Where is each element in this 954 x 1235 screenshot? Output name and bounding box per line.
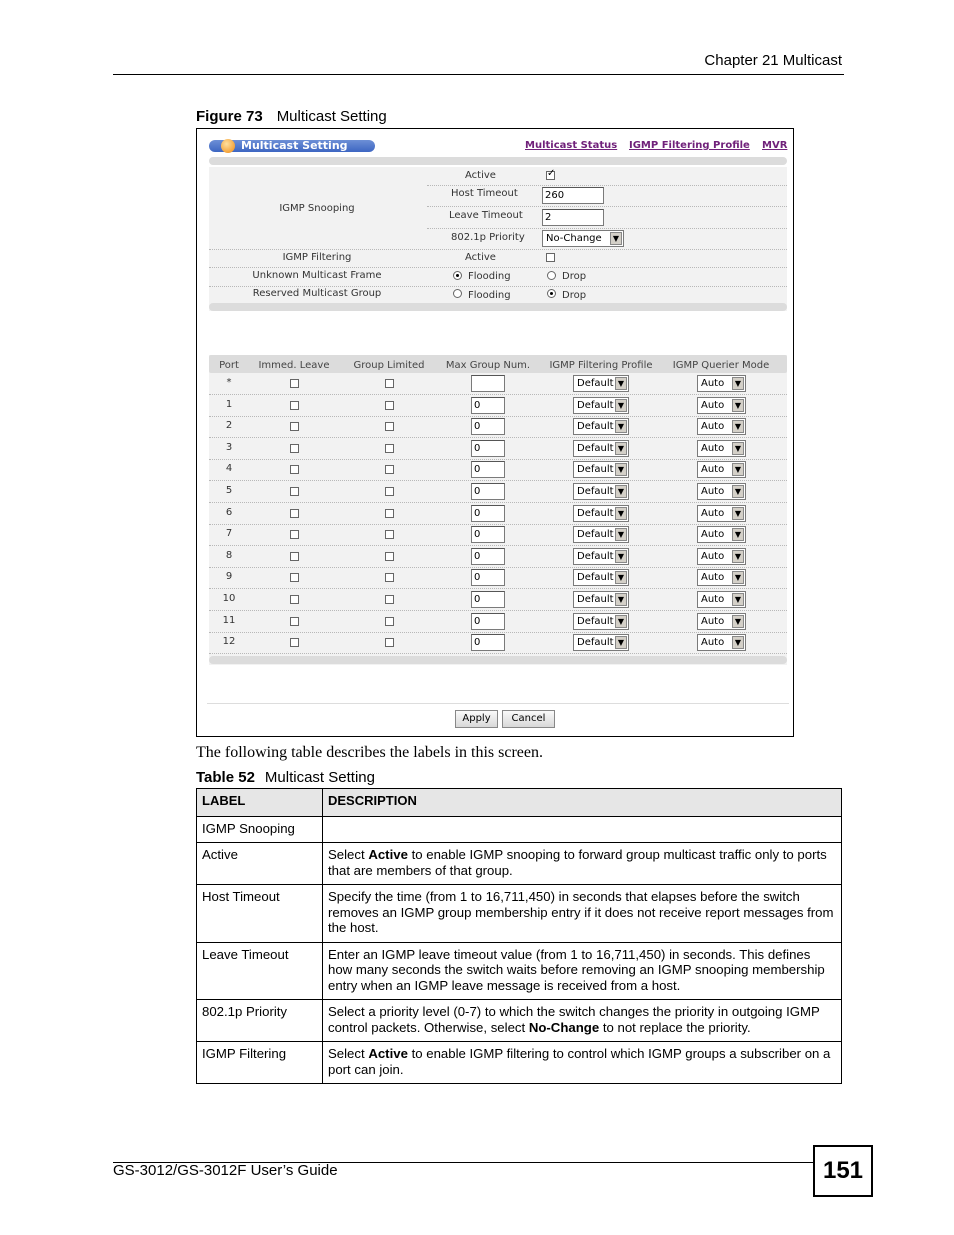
profile-value: Default: [577, 551, 614, 562]
querier-value: Auto: [701, 486, 725, 497]
group-limited-checkbox[interactable]: [385, 444, 394, 453]
querier-value: Auto: [701, 443, 725, 454]
description-text: Specify the time (from 1 to 16,711,450) in seconds that elapses before the switch removes an IGMP group membership entry if it does not receive report messages from the host.: [328, 889, 834, 935]
chapter-header: Chapter 21 Multicast: [704, 52, 842, 69]
immed-leave-checkbox[interactable]: [290, 509, 299, 518]
figure-title: Multicast Setting: [276, 108, 387, 125]
filtering-profile-select[interactable]: [573, 440, 629, 457]
filtering-profile-select[interactable]: [573, 375, 629, 392]
leave-timeout-label: Leave Timeout: [449, 210, 523, 221]
reserved-drop-label: Drop: [562, 290, 587, 301]
divider: [209, 286, 787, 287]
immed-leave-checkbox[interactable]: [290, 422, 299, 431]
group-limited-checkbox[interactable]: [385, 401, 394, 410]
max-group-input[interactable]: [471, 375, 505, 392]
label-header: LABEL: [197, 789, 323, 817]
chevron-down-icon: ▼: [732, 463, 744, 476]
table-caption: [196, 769, 375, 786]
port-number: 4: [225, 463, 233, 474]
row-divider: [209, 567, 787, 568]
description-text: Select: [328, 1046, 369, 1061]
filtering-profile-select[interactable]: [573, 505, 629, 522]
description-text: to enable IGMP snooping to forward group multicast traffic only to ports that are members of that group.: [328, 847, 827, 878]
querier-mode-select[interactable]: [697, 526, 746, 543]
row-description: [323, 816, 842, 843]
max-group-input[interactable]: 0: [471, 440, 505, 457]
chevron-down-icon: ▼: [615, 615, 627, 628]
description-text: to enable IGMP filtering to control which IGMP groups a subscriber on a port can join.: [328, 1046, 831, 1077]
filtering-profile-select[interactable]: [573, 548, 629, 565]
max-group-input[interactable]: 0: [471, 526, 505, 543]
chevron-down-icon: ▼: [615, 377, 627, 390]
cancel-button[interactable]: Cancel: [502, 710, 555, 728]
unknown-frame-label: Unknown Multicast Frame: [252, 270, 382, 281]
row-label: Host Timeout: [197, 885, 323, 943]
priority-value: No-Change: [546, 233, 602, 244]
table-title: Multicast Setting: [264, 769, 375, 786]
table-row: [197, 816, 842, 843]
unknown-drop-radio[interactable]: [547, 271, 556, 280]
table-row: [197, 1000, 842, 1042]
priority-label: 802.1p Priority: [451, 232, 525, 243]
querier-mode-select[interactable]: [697, 440, 746, 457]
chevron-down-icon: ▼: [732, 593, 744, 606]
reserved-flooding-label: Flooding: [468, 290, 511, 301]
max-group-input[interactable]: 0: [471, 591, 505, 608]
profile-value: Default: [577, 572, 614, 583]
description-text: Select: [328, 847, 369, 862]
querier-value: Auto: [701, 508, 725, 519]
filtering-profile-select[interactable]: [573, 526, 629, 543]
group-limited-checkbox[interactable]: [385, 638, 394, 647]
port-number: 9: [225, 571, 233, 582]
chevron-down-icon: ▼: [732, 507, 744, 520]
screen-title: Multicast Setting: [241, 139, 348, 152]
chevron-down-icon: ▼: [615, 399, 627, 412]
description-text: to not replace the priority.: [599, 1019, 751, 1035]
querier-value: Auto: [701, 529, 725, 540]
querier-value: Auto: [701, 637, 725, 648]
reserved-flooding-radio[interactable]: [453, 289, 462, 298]
igmp-filtering-profile-link[interactable]: IGMP Filtering Profile: [629, 140, 750, 151]
group-limited-checkbox[interactable]: [385, 509, 394, 518]
profile-value: Default: [577, 421, 614, 432]
description-table: [196, 788, 842, 1084]
port-number: 1: [225, 399, 233, 410]
table-number: Table 52: [196, 769, 255, 786]
row-description: [323, 843, 842, 885]
chevron-down-icon: ▼: [610, 232, 622, 245]
row-label: IGMP Filtering: [197, 1042, 323, 1084]
immed-leave-checkbox[interactable]: [290, 379, 299, 388]
col-filtering-profile: IGMP Filtering Profile: [549, 360, 653, 371]
description-rows: [197, 816, 842, 1084]
row-label: 802.1p Priority: [197, 1000, 323, 1042]
guide-title: GS-3012/GS-3012F User’s Guide: [113, 1162, 338, 1179]
chevron-down-icon: ▼: [732, 399, 744, 412]
querier-mode-select[interactable]: [697, 505, 746, 522]
emphasis: Active: [368, 847, 408, 862]
row-label: Active: [197, 843, 323, 885]
querier-value: Auto: [701, 378, 725, 389]
description-text: Select a priority level (0-7) to which the switch changes the priority in outgoing IGMP control packets. Otherwise, select: [328, 1004, 820, 1035]
max-group-input[interactable]: 0: [471, 569, 505, 586]
port-number: 2: [225, 420, 233, 431]
chevron-down-icon: ▼: [732, 550, 744, 563]
port-number: 8: [225, 550, 233, 561]
header-rule: [113, 74, 844, 75]
chevron-down-icon: ▼: [732, 528, 744, 541]
chevron-down-icon: ▼: [615, 507, 627, 520]
col-querier-mode: IGMP Querier Mode: [672, 360, 770, 371]
chevron-down-icon: ▼: [732, 615, 744, 628]
profile-value: Default: [577, 529, 614, 540]
row-divider: [209, 502, 787, 503]
port-number: 11: [222, 615, 236, 626]
host-timeout-input[interactable]: 260: [542, 187, 604, 204]
immed-leave-checkbox[interactable]: [290, 552, 299, 561]
title-orb-icon: [221, 139, 235, 153]
chevron-down-icon: ▼: [732, 442, 744, 455]
immed-leave-checkbox[interactable]: [290, 638, 299, 647]
filtering-profile-select[interactable]: [573, 461, 629, 478]
leave-timeout-input[interactable]: 2: [542, 209, 604, 226]
querier-mode-select[interactable]: [697, 613, 746, 630]
port-number: 10: [222, 593, 236, 604]
group-limited-checkbox[interactable]: [385, 552, 394, 561]
button-divider: [207, 703, 789, 704]
row-label: IGMP Snooping: [197, 816, 323, 843]
max-group-input[interactable]: 0: [471, 548, 505, 565]
querier-value: Auto: [701, 572, 725, 583]
filtering-profile-select[interactable]: [573, 591, 629, 608]
immed-leave-checkbox[interactable]: [290, 530, 299, 539]
priority-select[interactable]: [542, 230, 624, 247]
filtering-profile-select[interactable]: [573, 483, 629, 500]
igmp-snooping-label: IGMP Snooping: [279, 203, 355, 214]
querier-value: Auto: [701, 400, 725, 411]
group-limited-checkbox[interactable]: [385, 617, 394, 626]
profile-value: Default: [577, 486, 614, 497]
chevron-down-icon: ▼: [615, 442, 627, 455]
immed-leave-checkbox[interactable]: [290, 401, 299, 410]
col-port: Port: [219, 360, 239, 371]
port-number: 12: [222, 636, 236, 647]
apply-button[interactable]: Apply: [455, 710, 498, 728]
chevron-down-icon: ▼: [615, 571, 627, 584]
group-limited-checkbox[interactable]: [385, 379, 394, 388]
filtering-active-label: Active: [465, 252, 496, 263]
row-description: [323, 1042, 842, 1084]
immed-leave-checkbox[interactable]: [290, 465, 299, 474]
row-divider: [209, 394, 787, 395]
chevron-down-icon: ▼: [615, 528, 627, 541]
max-group-input[interactable]: 0: [471, 613, 505, 630]
page-number: 151: [813, 1145, 873, 1197]
active-label: Active: [465, 170, 496, 181]
row-description: [323, 885, 842, 943]
querier-mode-select[interactable]: [697, 397, 746, 414]
chevron-down-icon: ▼: [732, 485, 744, 498]
mvr-link[interactable]: MVR: [762, 140, 788, 151]
port-table-bottom-bar: [209, 656, 787, 664]
row-divider: [209, 632, 787, 633]
row-label: Leave Timeout: [197, 942, 323, 1000]
figure-caption: [196, 108, 387, 125]
querier-mode-select[interactable]: [697, 418, 746, 435]
group-limited-checkbox[interactable]: [385, 595, 394, 604]
max-group-input[interactable]: 0: [471, 418, 505, 435]
profile-value: Default: [577, 378, 614, 389]
table-row: [197, 942, 842, 1000]
profile-value: Default: [577, 508, 614, 519]
row-divider: [209, 459, 787, 460]
divider: [209, 249, 787, 250]
profile-value: Default: [577, 464, 614, 475]
port-number: 5: [225, 485, 233, 496]
intro-text: The following table describes the labels in this screen.: [196, 744, 544, 761]
reserved-group-label: Reserved Multicast Group: [252, 288, 382, 299]
row-divider: [209, 610, 787, 611]
immed-leave-checkbox[interactable]: [290, 617, 299, 626]
row-divider: [209, 588, 787, 589]
settings-bottom-bar: [209, 303, 787, 311]
filtering-profile-select[interactable]: [573, 613, 629, 630]
querier-value: Auto: [701, 421, 725, 432]
divider: [427, 185, 787, 186]
divider: [427, 206, 787, 207]
querier-value: Auto: [701, 594, 725, 605]
igmp-filtering-label: IGMP Filtering: [282, 252, 352, 263]
col-immed-leave: Immed. Leave: [258, 360, 330, 371]
chevron-down-icon: ▼: [615, 463, 627, 476]
querier-mode-select[interactable]: [697, 375, 746, 392]
immed-leave-checkbox[interactable]: [290, 595, 299, 604]
max-group-input[interactable]: 0: [471, 634, 505, 651]
port-number: *: [226, 377, 232, 388]
max-group-input[interactable]: 0: [471, 461, 505, 478]
settings-top-bar: [209, 157, 787, 165]
figure-number: Figure 73: [196, 108, 263, 125]
unknown-drop-label: Drop: [562, 271, 587, 282]
row-divider: [209, 416, 787, 417]
host-timeout-label: Host Timeout: [451, 188, 518, 199]
filtering-profile-select[interactable]: [573, 397, 629, 414]
chevron-down-icon: ▼: [732, 420, 744, 433]
querier-mode-select[interactable]: [697, 548, 746, 565]
profile-value: Default: [577, 443, 614, 454]
querier-mode-select[interactable]: [697, 483, 746, 500]
max-group-input[interactable]: 0: [471, 397, 505, 414]
group-limited-checkbox[interactable]: [385, 573, 394, 582]
row-description: [323, 942, 842, 1000]
querier-mode-select[interactable]: [697, 461, 746, 478]
chevron-down-icon: ▼: [615, 485, 627, 498]
profile-value: Default: [577, 616, 614, 627]
table-row: [197, 1042, 842, 1084]
querier-value: Auto: [701, 616, 725, 627]
group-limited-checkbox[interactable]: [385, 422, 394, 431]
port-number: 3: [225, 442, 233, 453]
row-description: [323, 1000, 842, 1042]
profile-value: Default: [577, 637, 614, 648]
max-group-input[interactable]: 0: [471, 505, 505, 522]
max-group-input[interactable]: 0: [471, 483, 505, 500]
port-number: 6: [225, 507, 233, 518]
row-divider: [209, 545, 787, 546]
multicast-status-link[interactable]: Multicast Status: [525, 140, 618, 151]
group-limited-checkbox[interactable]: [385, 465, 394, 474]
profile-value: Default: [577, 400, 614, 411]
immed-leave-checkbox[interactable]: [290, 573, 299, 582]
unknown-flooding-radio[interactable]: [453, 271, 462, 280]
chevron-down-icon: ▼: [732, 377, 744, 390]
divider: [427, 228, 787, 229]
divider: [209, 267, 787, 268]
querier-value: Auto: [701, 551, 725, 562]
description-header: DESCRIPTION: [323, 789, 842, 817]
immed-leave-checkbox[interactable]: [290, 444, 299, 453]
col-max-group: Max Group Num.: [445, 360, 531, 371]
reserved-drop-radio[interactable]: [547, 289, 556, 298]
snooping-active-checkbox[interactable]: [546, 171, 555, 180]
chevron-down-icon: ▼: [615, 420, 627, 433]
querier-mode-select[interactable]: [697, 591, 746, 608]
filtering-profile-select[interactable]: [573, 418, 629, 435]
row-divider: [209, 480, 787, 481]
querier-value: Auto: [701, 464, 725, 475]
filtering-profile-select[interactable]: [573, 634, 629, 651]
chevron-down-icon: ▼: [615, 550, 627, 563]
row-divider: [209, 524, 787, 525]
col-group-limited: Group Limited: [353, 360, 425, 371]
emphasis: Active: [368, 1046, 408, 1061]
querier-mode-select[interactable]: [697, 569, 746, 586]
chevron-down-icon: ▼: [615, 593, 627, 606]
emphasis: No-Change: [528, 1019, 600, 1035]
table-row: [197, 843, 842, 885]
table-row: [197, 885, 842, 943]
unknown-flooding-label: Flooding: [468, 271, 511, 282]
screenshot-frame: [196, 128, 794, 737]
filtering-active-checkbox[interactable]: [546, 253, 555, 262]
port-number: 7: [225, 528, 233, 539]
chevron-down-icon: ▼: [732, 636, 744, 649]
filtering-profile-select[interactable]: [573, 569, 629, 586]
description-text: Enter an IGMP leave timeout value (from 1 to 16,711,450) in seconds. This defines how many seconds the switch waits before removing an IGMP snooping membership entry when an IGMP leave message is received from a host.: [328, 946, 825, 993]
group-limited-checkbox[interactable]: [385, 530, 394, 539]
immed-leave-checkbox[interactable]: [290, 487, 299, 496]
row-divider: [209, 437, 787, 438]
group-limited-checkbox[interactable]: [385, 487, 394, 496]
chevron-down-icon: ▼: [615, 636, 627, 649]
profile-value: Default: [577, 594, 614, 605]
row-divider: [209, 653, 787, 654]
chevron-down-icon: ▼: [732, 571, 744, 584]
querier-mode-select[interactable]: [697, 634, 746, 651]
